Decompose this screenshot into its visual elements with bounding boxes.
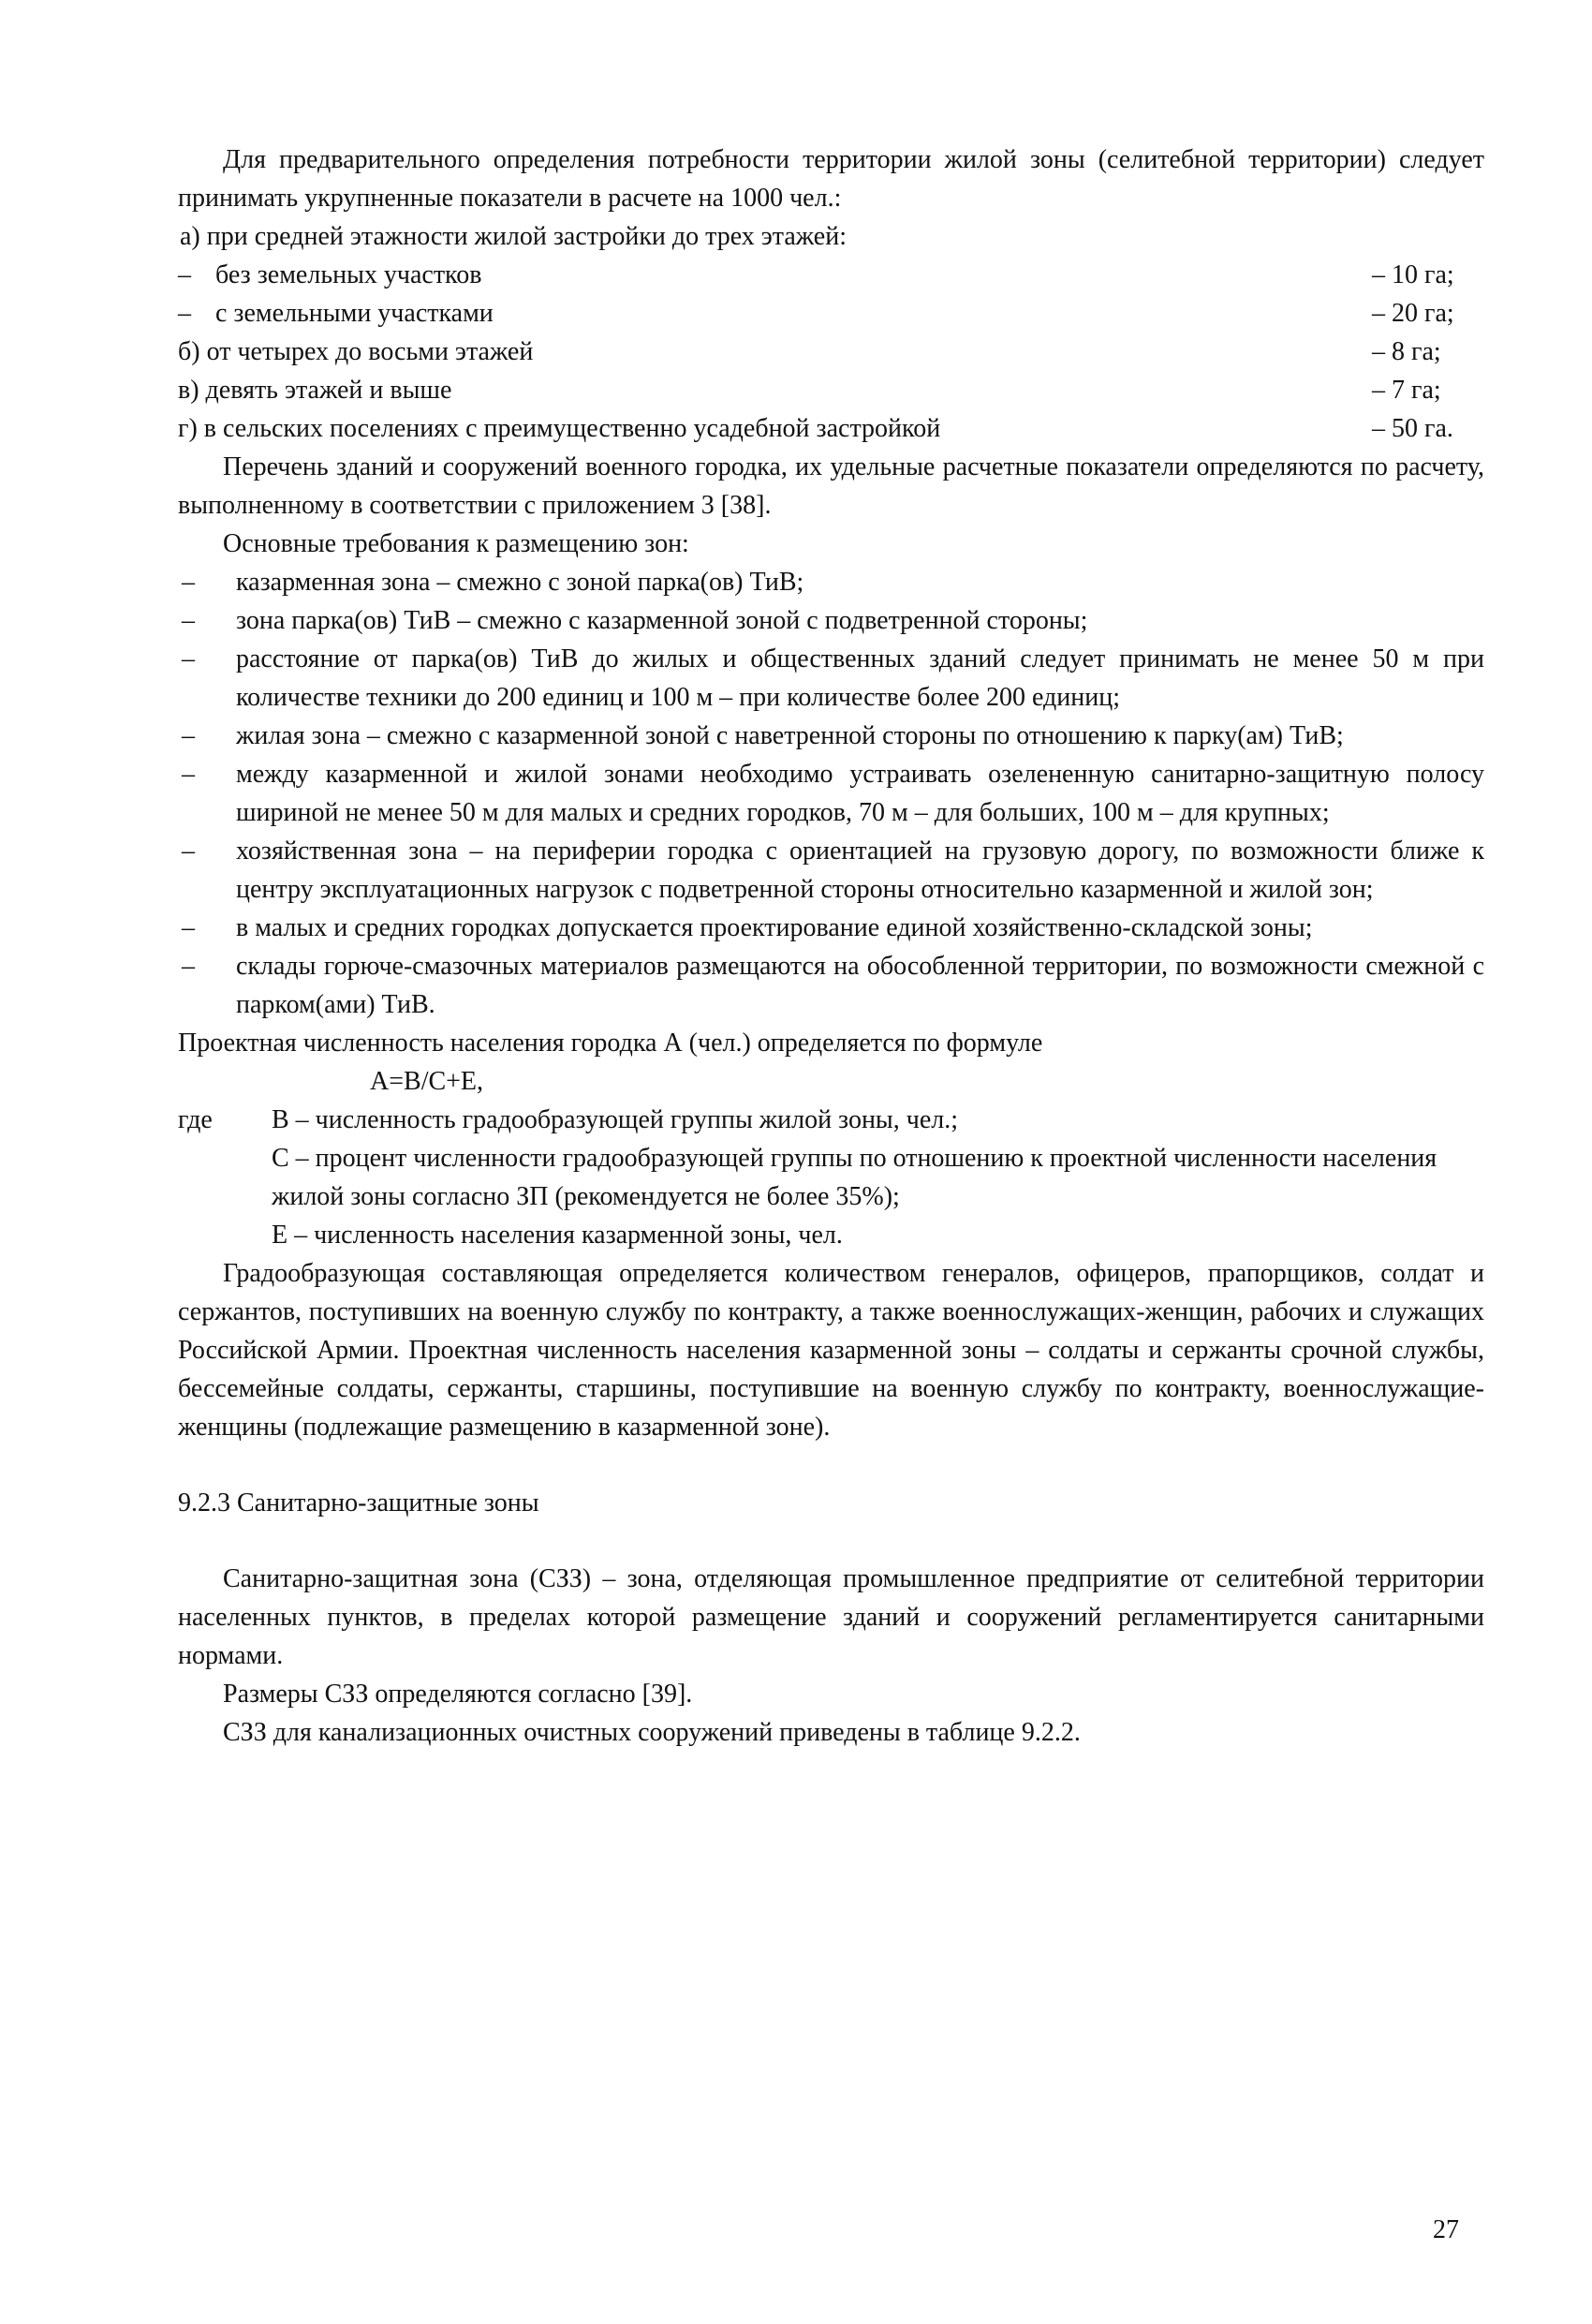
density-value: – 50 га. [1372,414,1453,443]
density-list [178,256,1484,448]
zone-requirements-list [178,563,1484,1024]
legend-item: Е – численность населения казарменной зоны, чел. [272,1221,843,1250]
density-row [178,256,1484,294]
list-item: – казарменная зона – смежно с зоной парка(ов) ТиВ; [182,568,804,597]
density-value: – 20 га; [1372,299,1454,328]
density-row [178,294,1484,333]
where-label: где [178,1105,213,1134]
page-number: 27 [1433,2215,1459,2244]
density-label: в) девять этажей и выше [178,376,452,405]
density-label: г) в сельских поселениях с преимущественно усадебной застройкой [178,414,941,443]
density-label: б) от четырех до восьми этажей [178,337,534,366]
formula: А=В/С+Е, [370,1067,484,1096]
list-item: – в малых и средних городках допускается проектирование единой хозяйственно-складской зоны; [182,913,1313,942]
city-forming-paragraph: Градообразующая составляющая определяется количеством генералов, офицеров, прапорщиков, солдат и сержантов, поступивших на военную службу по контракту, а также военнослужащих-женщин, рабочих и служащих Российской Армии. Проектная численность населения казарменной зоны – солдаты и сержанты срочной службы, бессемейные солдаты, сержанты, старшины, поступившие на военную службу по контракту, военнослужащие-женщины (подлежащие размещению в казарменной зоне). [178,1259,1484,1442]
list-item: – хозяйственная зона – на периферии городка с ориентацией на грузовую дорогу, по возможности ближе к центру эксплуатационных нагрузок с подветренной стороны относительно казарменной и жилой зон; [182,836,1484,904]
sz-definition: Санитарно-защитная зона (СЗЗ) – зона, отделяющая промышленное предприятие от селитебной территории населенных пунктов, в пределах которой размещение зданий и сооружений регламентируется санитарными нормами. [178,1564,1484,1670]
section-heading: 9.2.3 Санитарно-защитные зоны [178,1488,539,1517]
density-row [178,409,1484,448]
sz-sizes: Размеры СЗЗ определяются согласно [39]. [223,1680,693,1709]
page-content [178,141,1484,1752]
sz-table-ref: СЗЗ для канализационных очистных сооружений приведены в таблице 9.2.2. [223,1718,1081,1747]
density-label: – без земельных участков [178,260,482,289]
legend-item: С – процент численности градообразующей группы по отношению к проектной численности населения жилой зоны согласно ЗП (рекомендуется не более 35%); [272,1144,1437,1211]
list-item: – зона парка(ов) ТиВ – смежно с казарменной зоной с подветренной стороны; [182,606,1088,635]
list-item: – между казарменной и жилой зонами необходимо устраивать озелененную санитарно-защитную полосу шириной не менее 50 м для малых и средних городков, 70 м – для больших, 100 м – для крупных; [182,760,1484,827]
list-item: – расстояние от парка(ов) ТиВ до жилых и общественных зданий следует принимать не менее 50 м при количестве техники до 200 единиц и 100 м – при количестве более 200 единиц; [182,644,1484,712]
density-value: – 8 га; [1372,337,1441,366]
density-value: – 7 га; [1372,376,1441,405]
density-heading: а) при средней этажности жилой застройки до трех этажей: [180,222,847,251]
density-value: – 10 га; [1372,260,1454,289]
intro-paragraph: Для предварительного определения потребности территории жилой зоны (селитебной территории) следует принимать укрупненные показатели в расчете на 1000 чел.: [178,145,1484,213]
list-item: – склады горюче-смазочных материалов размещаются на обособленной территории, по возможности смежной с парком(ами) ТиВ. [182,952,1484,1019]
density-row [178,333,1484,371]
zones-intro: Основные требования к размещению зон: [223,529,689,558]
density-label: – с земельными участками [178,299,494,328]
buildings-paragraph: Перечень зданий и сооружений военного городка, их удельные расчетные показатели определяются по расчету, выполненному в соответствии с приложением 3 [38]. [178,452,1484,520]
list-item: – жилая зона – смежно с казарменной зоной с наветренной стороны по отношению к парку(ам) ТиВ; [182,721,1344,750]
formula-legend [178,1101,1484,1254]
legend-item: В – численность градообразующей группы жилой зоны, чел.; [272,1105,959,1134]
density-row [178,371,1484,409]
population-paragraph: Проектная численность населения городка А (чел.) определяется по формуле [178,1029,1043,1058]
